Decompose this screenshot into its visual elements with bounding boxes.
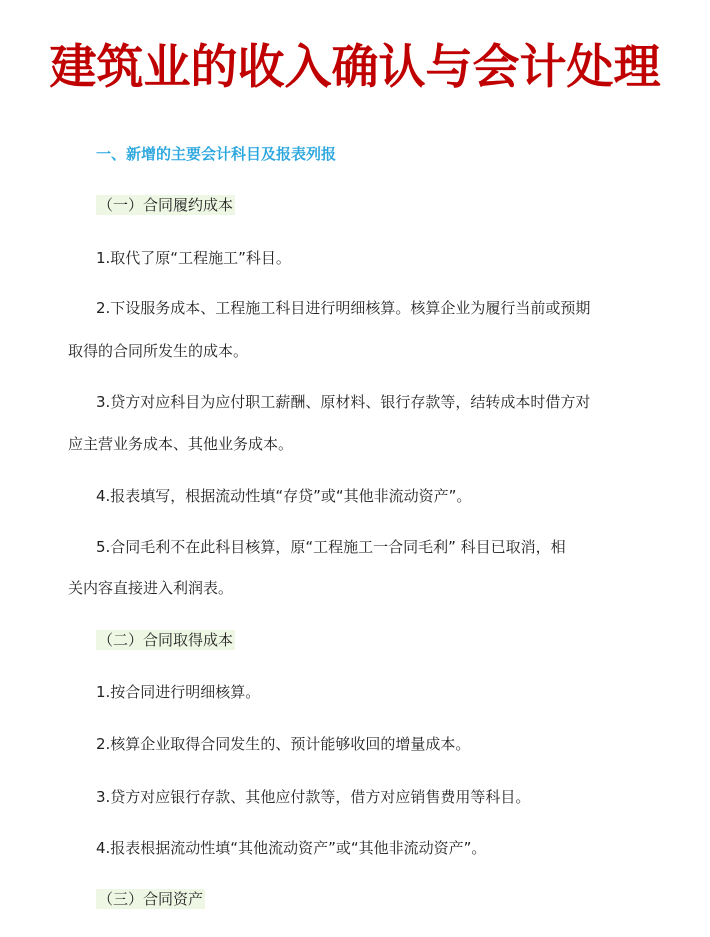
page-title: 建筑业的收入确认与会计处理	[49, 40, 661, 95]
subsection-heading: （三）合同资产	[98, 890, 204, 908]
paragraph-line: 3.贷方对应银行存款、其他应付款等，借方对应销售费用等科目。	[96, 788, 531, 806]
paragraph-line: 关内容直接进入利润表。	[68, 579, 234, 597]
paragraph-line: 5.合同毛利不在此科目核算，原“工程施工一合同毛利” 科目已取消，相	[96, 538, 566, 556]
paragraph-line: 1.取代了原“工程施工”科目。	[96, 249, 291, 267]
subsection-heading: （一）合同履约成本	[98, 196, 234, 214]
paragraph-line: 2.核算企业取得合同发生的、预计能够收回的增量成本。	[96, 735, 471, 753]
paragraph-line: 4.报表根据流动性填“其他流动资产”或“其他非流动资产”。	[96, 839, 487, 857]
subsection-heading: （二）合同取得成本	[98, 631, 234, 649]
paragraph-line: 3.贷方对应科目为应付职工薪酬、原材料、银行存款等，结转成本时借方对	[96, 393, 591, 411]
section-heading: 一、新增的主要会计科目及报表列报	[96, 145, 337, 163]
paragraph-line: 4.报表填写，根据流动性填“存贷”或“其他非流动资产”。	[96, 487, 472, 505]
paragraph-line: 取得的合同所发生的成本。	[68, 342, 249, 360]
paragraph-line: 1.按合同进行明细核算。	[96, 683, 261, 701]
paragraph-line: 应主营业务成本、其他业务成本。	[68, 435, 294, 453]
paragraph-line: 2.下设服务成本、工程施工科目进行明细核算。核算企业为履行当前或预期	[96, 299, 591, 317]
